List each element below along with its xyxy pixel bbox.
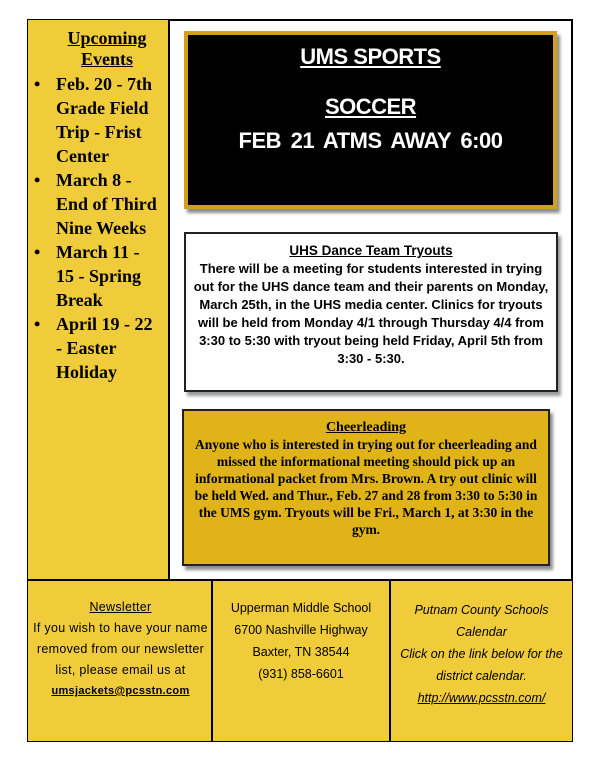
event-text: March 11 - 15 - Spring Break: [56, 242, 142, 310]
footer: [28, 579, 572, 741]
event-text: Feb. 20 - 7th Grade Field Trip - Frist Center: [56, 74, 152, 166]
upcoming-events-title: Upcoming Events: [67, 28, 147, 69]
dance-tryouts-title: UHS Dance Team Tryouts: [289, 243, 453, 258]
cheerleading-box: [182, 409, 550, 566]
event-text: April 19 - 22 - Easter Holiday: [56, 314, 153, 382]
sports-board: [184, 31, 557, 209]
calendar-column: [391, 581, 572, 741]
bullet-icon: •: [34, 314, 41, 334]
event-item: [30, 168, 162, 240]
address-column: [213, 581, 391, 741]
event-item: [30, 240, 162, 312]
sports-title: UMS SPORTS: [300, 44, 441, 69]
upcoming-events-sidebar: [28, 20, 170, 579]
dance-tryouts-box: [184, 232, 558, 392]
event-item: [30, 72, 162, 168]
sports-game: FEB 21 ATMS AWAY 6:00: [238, 128, 503, 153]
dance-tryouts-body: There will be a meeting for students interested in trying out for the UHS dance team and their parents on Monday, March 25th, in the UHS media center. Clinics for tryouts will be held from Monday 4/1 through Thursday 4/4 from 3:30 to 5:30 with tryout being held Friday, April 5th from 3:30 - 5:30.: [193, 261, 549, 366]
newsletter-body: If you wish to have your name removed from our newsletter list, please email us at: [33, 621, 208, 677]
bullet-icon: •: [34, 242, 41, 262]
event-item: [30, 312, 162, 384]
newsletter-column: [28, 581, 213, 741]
calendar-body: Click on the link below for the district calendar.: [400, 647, 563, 683]
bullet-icon: •: [34, 170, 41, 190]
school-phone: (931) 858-6601: [258, 667, 344, 681]
school-city: Baxter, TN 38544: [252, 645, 350, 659]
school-street: 6700 Nashville Highway: [234, 623, 368, 637]
events-list: [30, 72, 162, 384]
school-name: Upperman Middle School: [230, 601, 372, 615]
calendar-title: Putnam County Schools Calendar: [414, 603, 549, 639]
calendar-link[interactable]: http://www.pcsstn.com/: [417, 691, 546, 705]
cheerleading-title: Cheerleading: [325, 420, 407, 435]
cheerleading-body: Anyone who is interested in trying out for cheerleading and missed the informational meeting should pick up an informational packet from Mrs. Brown. A try out clinic will be held Wed. and Thur., Feb. 27 and 28 from 3:30 to 5:30 in the UMS gym. Tryouts will be Fri., March 1, at 3:30 in the gym.: [194, 437, 538, 537]
bullet-icon: •: [34, 74, 41, 94]
event-text: March 8 - End of Third Nine Weeks: [56, 170, 157, 238]
newsletter-email-link[interactable]: umsjackets@pcsstn.com: [51, 685, 190, 697]
newsletter-title: Newsletter: [89, 600, 152, 614]
sports-sport: SOCCER: [324, 94, 417, 119]
